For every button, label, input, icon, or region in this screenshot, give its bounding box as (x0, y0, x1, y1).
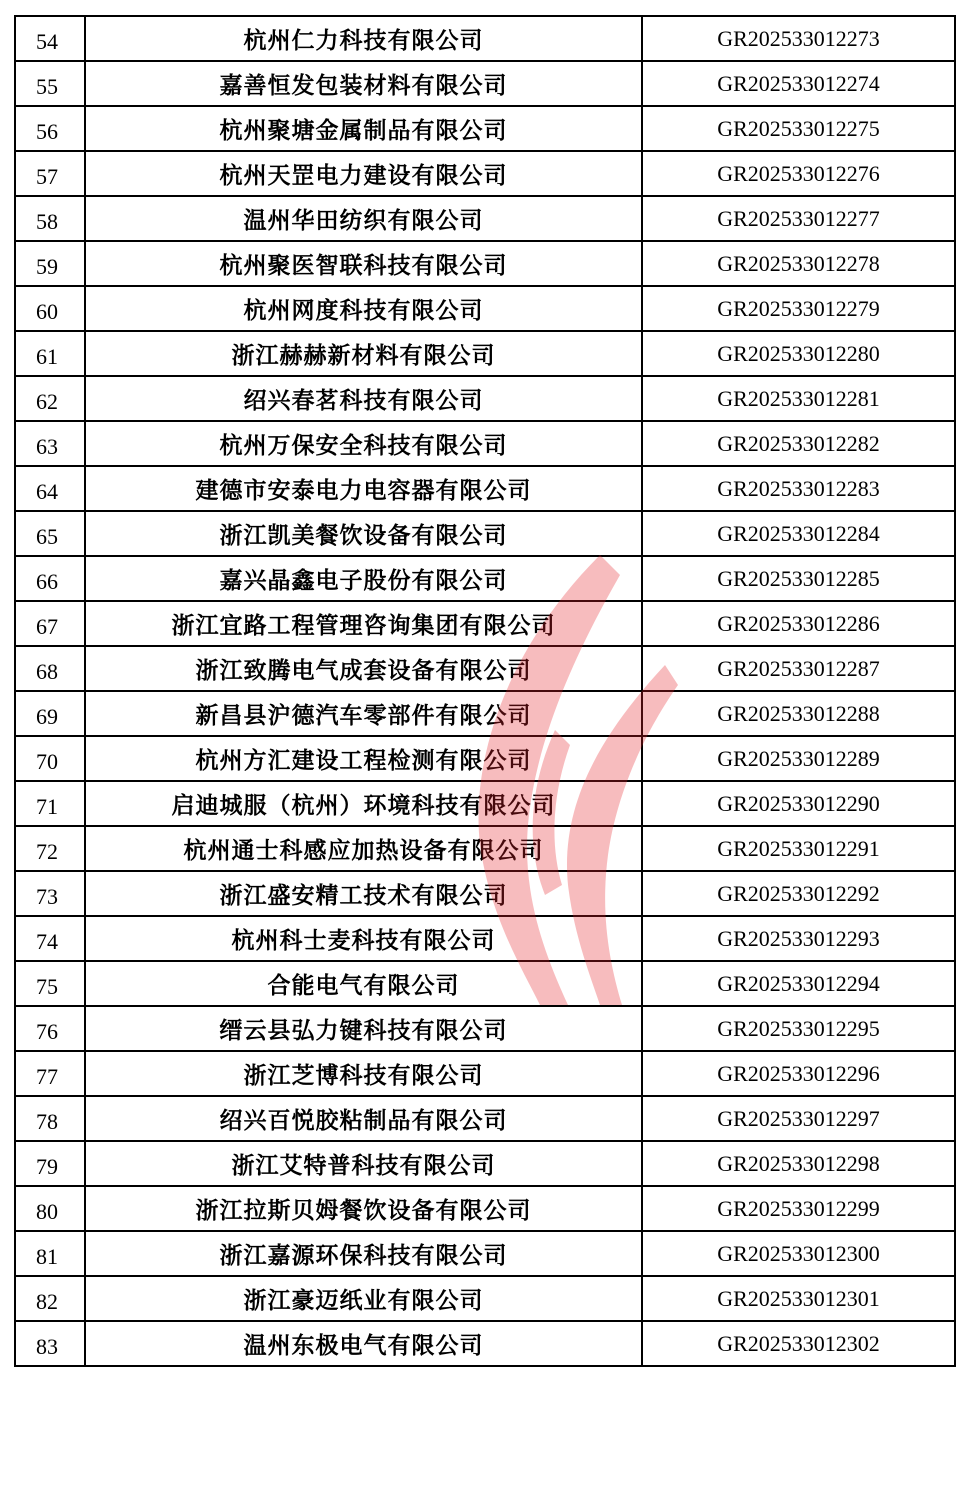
row-number-cell: 80 (15, 1186, 85, 1231)
company-table (14, 15, 956, 1367)
certificate-number-cell: GR202533012275 (642, 106, 955, 151)
table-row (15, 466, 955, 511)
row-number-cell: 63 (15, 421, 85, 466)
certificate-number-cell: GR202533012296 (642, 1051, 955, 1096)
row-number-cell: 54 (15, 16, 85, 61)
company-name-cell: 杭州科士麦科技有限公司 (85, 916, 642, 961)
certificate-number-cell: GR202533012283 (642, 466, 955, 511)
table-row (15, 286, 955, 331)
table-row (15, 106, 955, 151)
table-row (15, 646, 955, 691)
company-name-cell: 绍兴春茗科技有限公司 (85, 376, 642, 421)
company-name-cell: 杭州聚医智联科技有限公司 (85, 241, 642, 286)
certificate-number-cell: GR202533012299 (642, 1186, 955, 1231)
company-name-cell: 温州华田纺织有限公司 (85, 196, 642, 241)
company-name-cell: 缙云县弘力键科技有限公司 (85, 1006, 642, 1051)
company-name-cell: 浙江盛安精工技术有限公司 (85, 871, 642, 916)
table-row (15, 151, 955, 196)
company-name-cell: 浙江拉斯贝姆餐饮设备有限公司 (85, 1186, 642, 1231)
row-number-cell: 55 (15, 61, 85, 106)
certificate-number-cell: GR202533012288 (642, 691, 955, 736)
table-row (15, 61, 955, 106)
company-name-cell: 启迪城服（杭州）环境科技有限公司 (85, 781, 642, 826)
company-name-cell: 浙江凯美餐饮设备有限公司 (85, 511, 642, 556)
row-number-cell: 61 (15, 331, 85, 376)
row-number-cell: 78 (15, 1096, 85, 1141)
table-row (15, 826, 955, 871)
row-number-cell: 75 (15, 961, 85, 1006)
company-name-cell: 杭州天罡电力建设有限公司 (85, 151, 642, 196)
row-number-cell: 76 (15, 1006, 85, 1051)
table-row (15, 511, 955, 556)
certificate-number-cell: GR202533012300 (642, 1231, 955, 1276)
certificate-number-cell: GR202533012286 (642, 601, 955, 646)
certificate-number-cell: GR202533012293 (642, 916, 955, 961)
certificate-number-cell: GR202533012285 (642, 556, 955, 601)
row-number-cell: 73 (15, 871, 85, 916)
row-number-cell: 83 (15, 1321, 85, 1366)
company-name-cell: 建德市安泰电力电容器有限公司 (85, 466, 642, 511)
row-number-cell: 68 (15, 646, 85, 691)
certificate-number-cell: GR202533012289 (642, 736, 955, 781)
company-name-cell: 浙江豪迈纸业有限公司 (85, 1276, 642, 1321)
company-name-cell: 温州东极电气有限公司 (85, 1321, 642, 1366)
table-row (15, 871, 955, 916)
company-name-cell: 杭州通士科感应加热设备有限公司 (85, 826, 642, 871)
company-name-cell: 新昌县沪德汽车零部件有限公司 (85, 691, 642, 736)
row-number-cell: 71 (15, 781, 85, 826)
row-number-cell: 81 (15, 1231, 85, 1276)
row-number-cell: 62 (15, 376, 85, 421)
table-row (15, 16, 955, 61)
table-row (15, 1096, 955, 1141)
certificate-number-cell: GR202533012297 (642, 1096, 955, 1141)
certificate-number-cell: GR202533012281 (642, 376, 955, 421)
company-name-cell: 杭州方汇建设工程检测有限公司 (85, 736, 642, 781)
table-row (15, 1006, 955, 1051)
row-number-cell: 69 (15, 691, 85, 736)
row-number-cell: 59 (15, 241, 85, 286)
certificate-number-cell: GR202533012298 (642, 1141, 955, 1186)
table-row (15, 601, 955, 646)
table-row (15, 1186, 955, 1231)
company-name-cell: 嘉兴晶鑫电子股份有限公司 (85, 556, 642, 601)
row-number-cell: 77 (15, 1051, 85, 1096)
table-body (15, 16, 955, 1366)
certificate-number-cell: GR202533012274 (642, 61, 955, 106)
certificate-number-cell: GR202533012294 (642, 961, 955, 1006)
table-row (15, 331, 955, 376)
certificate-number-cell: GR202533012301 (642, 1276, 955, 1321)
company-name-cell: 浙江赫赫新材料有限公司 (85, 331, 642, 376)
company-name-cell: 浙江芝博科技有限公司 (85, 1051, 642, 1096)
row-number-cell: 65 (15, 511, 85, 556)
row-number-cell: 56 (15, 106, 85, 151)
company-name-cell: 浙江宜路工程管理咨询集团有限公司 (85, 601, 642, 646)
company-name-cell: 浙江致腾电气成套设备有限公司 (85, 646, 642, 691)
row-number-cell: 64 (15, 466, 85, 511)
table-row (15, 1141, 955, 1186)
certificate-number-cell: GR202533012279 (642, 286, 955, 331)
row-number-cell: 74 (15, 916, 85, 961)
table-row (15, 781, 955, 826)
row-number-cell: 82 (15, 1276, 85, 1321)
table-row (15, 241, 955, 286)
certificate-number-cell: GR202533012295 (642, 1006, 955, 1051)
company-name-cell: 绍兴百悦胶粘制品有限公司 (85, 1096, 642, 1141)
table-row (15, 1231, 955, 1276)
certificate-number-cell: GR202533012278 (642, 241, 955, 286)
table-row (15, 961, 955, 1006)
row-number-cell: 66 (15, 556, 85, 601)
table-row (15, 421, 955, 466)
row-number-cell: 72 (15, 826, 85, 871)
certificate-number-cell: GR202533012280 (642, 331, 955, 376)
company-table-container (14, 15, 954, 1367)
table-row (15, 1051, 955, 1096)
certificate-number-cell: GR202533012276 (642, 151, 955, 196)
certificate-number-cell: GR202533012292 (642, 871, 955, 916)
company-name-cell: 杭州聚塘金属制品有限公司 (85, 106, 642, 151)
certificate-number-cell: GR202533012287 (642, 646, 955, 691)
row-number-cell: 67 (15, 601, 85, 646)
company-name-cell: 杭州网度科技有限公司 (85, 286, 642, 331)
row-number-cell: 60 (15, 286, 85, 331)
table-row (15, 916, 955, 961)
company-name-cell: 浙江艾特普科技有限公司 (85, 1141, 642, 1186)
company-name-cell: 浙江嘉源环保科技有限公司 (85, 1231, 642, 1276)
certificate-number-cell: GR202533012302 (642, 1321, 955, 1366)
row-number-cell: 58 (15, 196, 85, 241)
certificate-number-cell: GR202533012273 (642, 16, 955, 61)
table-row (15, 1321, 955, 1366)
table-row (15, 691, 955, 736)
table-row (15, 736, 955, 781)
table-row (15, 376, 955, 421)
row-number-cell: 57 (15, 151, 85, 196)
company-name-cell: 合能电气有限公司 (85, 961, 642, 1006)
company-name-cell: 杭州万保安全科技有限公司 (85, 421, 642, 466)
certificate-number-cell: GR202533012290 (642, 781, 955, 826)
certificate-number-cell: GR202533012277 (642, 196, 955, 241)
table-row (15, 196, 955, 241)
table-row (15, 1276, 955, 1321)
row-number-cell: 70 (15, 736, 85, 781)
certificate-number-cell: GR202533012282 (642, 421, 955, 466)
table-row (15, 556, 955, 601)
company-name-cell: 嘉善恒发包装材料有限公司 (85, 61, 642, 106)
certificate-number-cell: GR202533012291 (642, 826, 955, 871)
certificate-number-cell: GR202533012284 (642, 511, 955, 556)
company-name-cell: 杭州仁力科技有限公司 (85, 16, 642, 61)
row-number-cell: 79 (15, 1141, 85, 1186)
